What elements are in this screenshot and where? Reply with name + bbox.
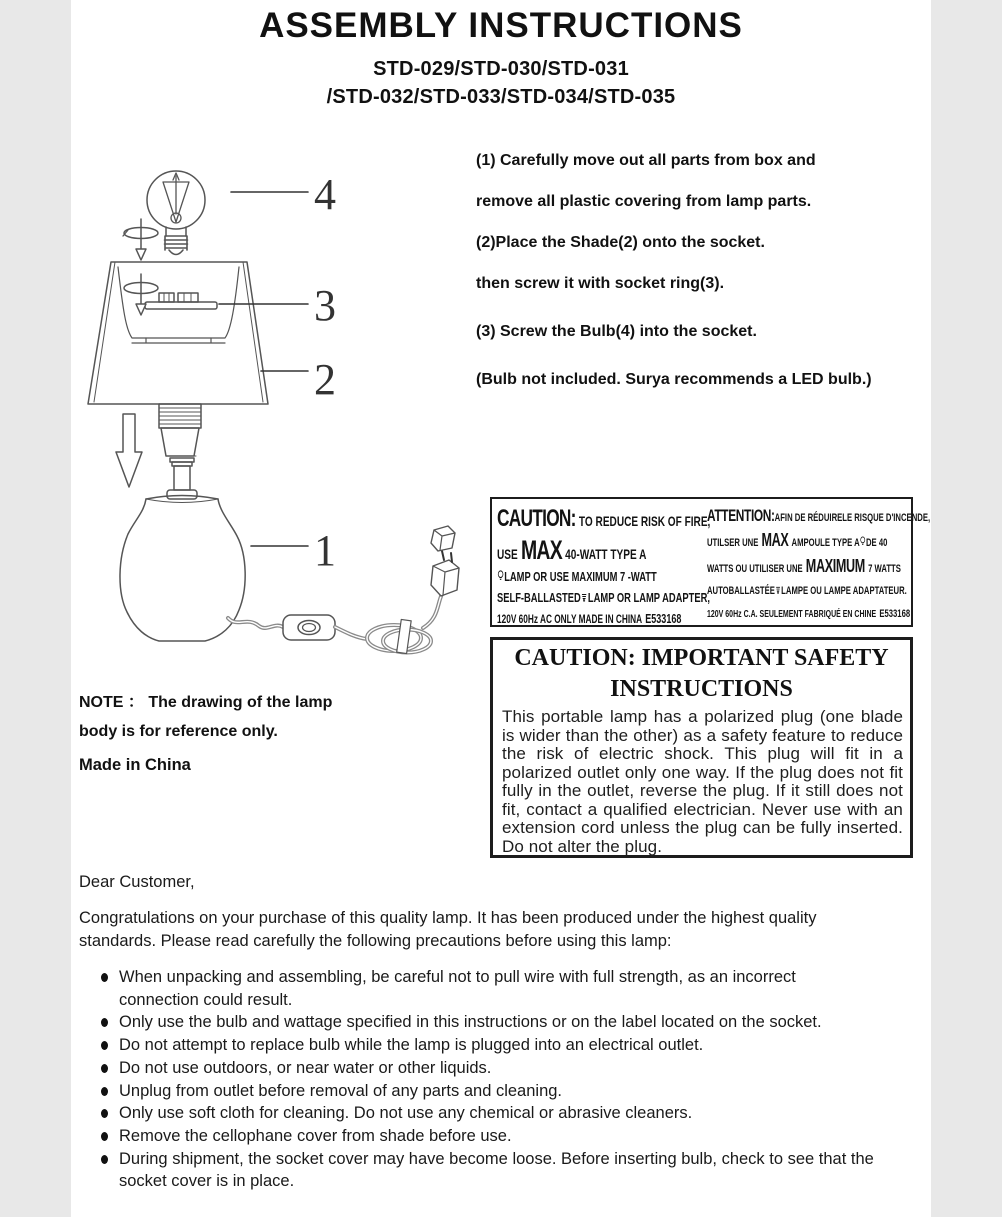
bullet-dot-icon <box>101 1064 108 1073</box>
attention-text: DE 40 <box>865 537 888 549</box>
precaution-text: Only use the bulb and wattage specified in this instructions or on the label located on the socket. <box>119 1013 822 1032</box>
precaution-item <box>79 966 879 1011</box>
precaution-text: Only use soft cloth for cleaning. Do not use any chemical or abrasive cleaners. <box>119 1104 693 1123</box>
part-label-1: 1 <box>314 526 336 575</box>
model-numbers-line2: /STD-032/STD-033/STD-034/STD-035 <box>326 86 676 108</box>
attention-max-text: MAX <box>761 530 789 550</box>
precaution-text: Do not use outdoors, or near water or other liquids. <box>119 1058 492 1077</box>
lamp-shade-drawing <box>88 262 268 404</box>
precaution-item <box>79 1148 879 1193</box>
attention-rating-text: 120V 60Hz C.A. SEULEMENT FABRIQUÉ EN CHINE <box>707 609 877 620</box>
screw-rotation-arrow-icon <box>123 219 158 260</box>
part-label-4: 4 <box>314 170 336 219</box>
assembly-steps <box>476 152 926 412</box>
attention-text: AFIN DE RÉDUIRELE RISQUE D'INCENDE, <box>774 512 931 524</box>
step-line: then screw it with socket ring(3). <box>476 275 725 292</box>
made-in-china-text: Made in China <box>79 756 191 774</box>
precaution-text: When unpacking and assembling, be careful not to pull wire with full strength, as an incorrect connection could result. <box>119 968 796 1009</box>
part-label-3: 3 <box>314 281 336 330</box>
step-line: (Bulb not included. Surya recommends a LED bulb.) <box>476 371 872 388</box>
caution-rating-text: 120V 60Hz AC ONLY MADE IN CHINA <box>497 614 643 626</box>
precaution-item <box>79 1102 879 1125</box>
reference-note <box>79 688 332 746</box>
step-line: remove all plastic covering from lamp parts. <box>476 193 812 210</box>
bullet-dot-icon <box>101 1018 108 1027</box>
bullet-dot-icon <box>101 1041 108 1050</box>
attention-text: UTILSER UNE <box>707 537 759 549</box>
down-arrow-icon <box>116 414 142 487</box>
certification-number: E533168 <box>645 612 682 626</box>
caution-rating-label <box>490 497 931 627</box>
socket-ring-drawing <box>145 293 217 309</box>
attention-text: AMPOULE TYPE A <box>791 537 860 549</box>
assembly-instructions-page <box>71 0 931 1217</box>
light-bulb-drawing <box>147 171 205 255</box>
certification-number: E533168 <box>879 608 911 620</box>
precaution-text: Unplug from outlet before removal of any parts and cleaning. <box>119 1081 563 1100</box>
attention-heading: ATTENTION: <box>707 506 775 525</box>
precaution-item <box>79 1011 879 1034</box>
caution-text: USE <box>497 546 518 562</box>
attention-text: LAMPE OU LAMPE ADAPTATEUR. <box>781 585 907 597</box>
caution-text: TO REDUCE RISK OF FIRE, <box>578 513 711 529</box>
precaution-item <box>79 1080 879 1103</box>
bullet-dot-icon <box>101 973 108 982</box>
caution-max-text: MAX <box>520 535 562 565</box>
caution-heading: CAUTION: <box>497 505 576 532</box>
greeting: Dear Customer, <box>79 873 195 891</box>
caution-label-french <box>701 499 1002 625</box>
precaution-item <box>79 1057 879 1080</box>
precaution-item <box>79 1125 879 1148</box>
safety-body-text: This portable lamp has a polarized plug (one blade is wider than the other) as a safety feature to reduce the risk of electric shock. This plug will fit in a polarized outlet only one way. If the plug does not fit fully in the outlet, reverse the plug. If it still does not fit, contact a qualified electrician. Never use with an extension cord unless the plug can be fully inserted. Do not alter the plug. <box>502 707 903 856</box>
socket-and-neck-drawing <box>159 404 201 499</box>
intro-paragraph: Congratulations on your purchase of this quality lamp. It has been produced under the highest quality standards. Please read carefully the following precautions before using this lamp: <box>79 909 817 950</box>
customer-letter <box>79 873 879 1193</box>
model-numbers-line1: STD-029/STD-030/STD-031 <box>373 58 629 80</box>
attention-text: AUTOBALLASTÉE <box>707 585 775 597</box>
part-label-2: 2 <box>314 355 336 404</box>
page-title: ASSEMBLY INSTRUCTIONS <box>259 6 743 45</box>
safety-instructions-box <box>490 637 913 858</box>
caution-text: SELF-BALLASTED <box>497 590 581 605</box>
precaution-text: Do not attempt to replace bulb while the lamp is plugged into an electrical outlet. <box>119 1036 704 1055</box>
bullet-dot-icon <box>101 1155 108 1164</box>
precaution-item <box>79 1034 879 1057</box>
step-line: (2)Place the Shade(2) onto the socket. <box>476 234 765 251</box>
safety-title-line2: INSTRUCTIONS <box>610 676 793 702</box>
step-line: (3) Screw the Bulb(4) into the socket. <box>476 323 757 340</box>
attention-maximum-text: MAXIMUM <box>805 556 865 576</box>
step-line: (1) Carefully move out all parts from box and <box>476 152 816 169</box>
bulb-icon <box>497 569 504 587</box>
bullet-dot-icon <box>101 1087 108 1096</box>
note-line1: NOTE ： The drawing of the lamp <box>79 694 333 711</box>
bullet-dot-icon <box>101 1132 108 1141</box>
bullet-dot-icon <box>101 1109 108 1118</box>
caution-label-english <box>492 499 711 626</box>
caution-text: LAMP OR LAMP ADAPTER, <box>587 590 710 605</box>
safety-title-line1: CAUTION: IMPORTANT SAFETY <box>514 645 889 671</box>
note-line2: body is for reference only. <box>79 723 278 740</box>
attention-text: 7 WATTS <box>868 563 901 575</box>
lamp-assembly-diagram <box>71 140 491 685</box>
attention-text: WATTS OU UTILISER UNE <box>707 563 803 575</box>
precaution-text: Remove the cellophane cover from shade before use. <box>119 1126 512 1145</box>
power-cord-with-switch-and-plug-drawing <box>228 526 459 654</box>
caution-text: LAMP OR USE MAXIMUM 7 -WATT <box>504 569 657 584</box>
caution-text: 40-WATT TYPE A <box>565 546 647 562</box>
precautions-list <box>79 966 879 1193</box>
precaution-text: During shipment, the socket cover may have become loose. Before inserting bulb, check to see that the socket cover is in place. <box>119 1149 874 1191</box>
